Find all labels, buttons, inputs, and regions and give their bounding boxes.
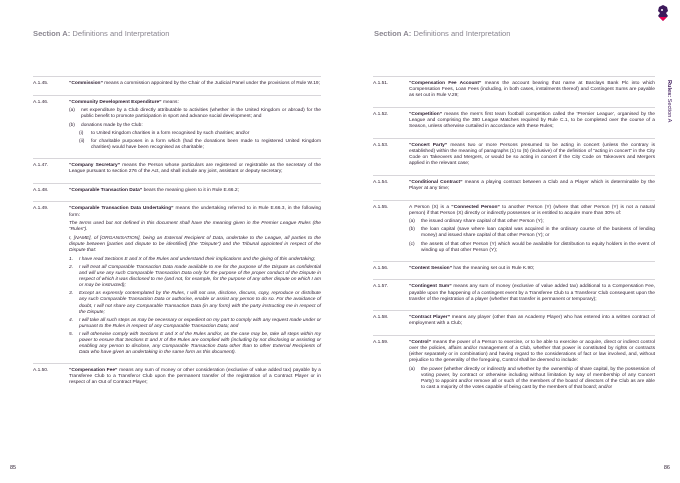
divider bbox=[373, 310, 655, 311]
divider bbox=[33, 95, 321, 96]
divider bbox=[373, 200, 655, 201]
divider bbox=[373, 261, 655, 262]
definition-a158: A.1.58. “Contract Player” means any player (other than an Academy Player) who has entered into a written contract of employment with a Club; bbox=[373, 315, 655, 327]
divider bbox=[33, 76, 321, 77]
section-title: Section A: Definitions and Interpretation bbox=[33, 29, 170, 38]
definition-a155: A.1.55. A Person (X) is a “Connected Person” to another Person (Y) (where that other Person (Y) is not a natural person) if that Person (X) directly or indirectly possesses or is entitled to acquire more than 30% of: (a) the issued ordinary share capital of that other Person (Y); (b) the loan capital (save where loan capital was acquired in the ordinary course of the business of lending money) and issued share capital of that other Person (Y); or (c) the assets of that other Person (Y) which would be available for distribution to equity holders in the event of winding up of that other Person (Y); bbox=[373, 204, 655, 253]
page-number: 85 bbox=[10, 465, 17, 471]
definition-a151: A.1.51. “Compensation Fee Account” means the account bearing that name at Barclays Bank Plc into which Compensation Fees, Loan Fees (including, in both cases, instalments thereof) and Contingent Sums are payable as set out in Rule V.29; bbox=[373, 81, 655, 99]
section-title: Section A: Definitions and Interpretation bbox=[374, 29, 511, 38]
definition-a157: A.1.57. “Contingent Sum” means any sum of money (exclusive of value added tax) additional to a Compensation Fee, payable upon the happening of a contingent event by a Transferee Club to a Transferor Club consequent upon the transfer of the registration of a player (whether that transfer is permanent or temporary); bbox=[373, 284, 656, 302]
definition-a150: A.1.50. “Compensation Fee” means any sum of money or other consideration (exclusive of value added tax) payable by a Transferee Club to a Transferor Club upon the permanent transfer of the registration of a Contract Player or in respect of an Out of Contract Player; bbox=[33, 368, 321, 386]
definition-a159: A.1.59. “Control” means the power of a Person to exercise, or to be able to exercise or acquire, direct or indirect control over the policies, affairs and/or management of a Club, whether that power is constituted by rights or contracts (either separately or in combination) and having regard to the considerations of fact or law involved, and, without prejudice to the generality of the foregoing, Control shall be deemed to include: (a) the power (whether directly or indirectly and whether by the ownership of share capital, by the possession of voting power, by contract or otherwise including without limitation by way of membership of any Concert Party) to appoint and/or remove all or such of the members of the board of directors of the Club as are able to cast a majority of the votes capable of being cast by the members of that board; and/or bbox=[373, 340, 655, 391]
definition-a149: A.1.49. “Comparable Transaction Data Undertaking” means the undertaking referred to in Rule E.66.3, in the following form: The terms used but not defined in this document shall have the meaning given in the Premier League Rules (the “Rules”). I, [NAME], of [ORGANISATION], being an External Recipient of Data, undertake to the League, all parties to the dispute between [parties and dispute to be identified] (the “Dispute”) and the Tribunal appointed in respect of the Dispute that: 1. I have read Sections E and X of the Rules and understand their implications and the giving of this undertaking; 2. I will treat all Comparable Transaction Data made available to me for the purpose of the Dispute as confidential and will use any such Comparable Transaction Data only for the purpose of the proper conduct of the Dispute in respect of which it was disclosed to me (and not, for example, for the purpose of any other dispute on which I am or may be instructed); 3. Except as expressly contemplated by the Rules, I will not use, disclose, discuss, copy, reproduce or distribute any such Comparable Transaction Data or authorise, enable or assist any person to do so. For the avoidance of doubt, I will not share any Comparable Transaction Data (in any form) with the party instructing me in respect of the Dispute; 4. I will take all such steps as may be necessary or expedient on my part to comply with any request made under or pursuant to the Rules in respect of any Comparable Transaction Data; and 5. I will otherwise comply with Sections E and X of the Rules and/or, as the case may be, take all steps within my power to ensure that Sections E and X of the Rules are complied with (including by not disclosing or assisting or enabling any person to disclose, any Comparable Transaction Data other than to other External Recipients of Data who have given an undertaking in the same form as this document). bbox=[33, 206, 321, 356]
divider bbox=[373, 279, 655, 280]
definition-a154: A.1.54. “Conditional Contract” means a playing contract between a Club and a Player which is determinable by the Player at any time; bbox=[373, 179, 655, 191]
divider bbox=[33, 158, 321, 159]
league-lion-logo-icon bbox=[656, 4, 670, 22]
divider bbox=[373, 107, 655, 108]
definition-a145: A.1.45. “Commission” means a commission appointed by the Chair of the Judicial Panel under the provisions of Rule W.19; bbox=[33, 81, 320, 86]
definition-a152: A.1.52. “Competition” means the men’s first team football competition called the ‘Premier League’, organised by the League and comprising the 380 League Matches required by Rule C.1, to be completed over the course of a Season, unless otherwise curtailed in accordance with these Rules; bbox=[373, 111, 655, 130]
definitions-list bbox=[373, 76, 655, 398]
definition-a153: A.1.53. “Concert Party” means two or more Persons presumed to be acting in concert (unless the contrary is established) within the meaning of paragraphs (1) to (5) (inclusive) of the definition of “acting in concert” in the City Code on Takeovers and Mergers, or would be so acting in concert if the City Code on Takeovers and Mergers applied in the relevant case; bbox=[373, 142, 656, 167]
definition-a156: A.1.56. “Content Session” has the meaning set out in Rule K.90; bbox=[373, 265, 535, 271]
definition-a146: A.1.46. “Community Development Expenditure” means: (a) net expenditure by a Club directly attributable to activities (whether in the United Kingdom or abroad) for the public benefit to promote participation in sport and advance social development; and (b) donations made by the Club: (i) to United Kingdom charities in a form recognised by such charities; and/or (ii) for charitable purposes in a form which (had the donations been made to registered United Kingdom charities) would have been recognised as charitable; bbox=[33, 99, 321, 150]
section-side-tab: Rules: Section A bbox=[666, 80, 672, 123]
divider bbox=[33, 201, 321, 202]
definition-a147: A.1.47. “Company Secretary” means the Person whose particulars are registered or registrable as the secretary of the League pursuant to section 276 of the Act, and shall include any joint, assistant or deputy secretary; bbox=[33, 162, 322, 175]
right-page bbox=[340, 0, 680, 483]
divider bbox=[373, 335, 655, 336]
definitions-list bbox=[33, 76, 321, 394]
divider bbox=[373, 76, 655, 77]
page-number: 86 bbox=[663, 465, 670, 471]
divider bbox=[33, 183, 321, 184]
divider bbox=[33, 363, 321, 364]
definition-a148: A.1.48. “Comparable Transaction Data” bears the meaning given to it in Rule E.66.2; bbox=[33, 187, 239, 193]
divider bbox=[373, 175, 655, 176]
divider bbox=[373, 138, 655, 139]
